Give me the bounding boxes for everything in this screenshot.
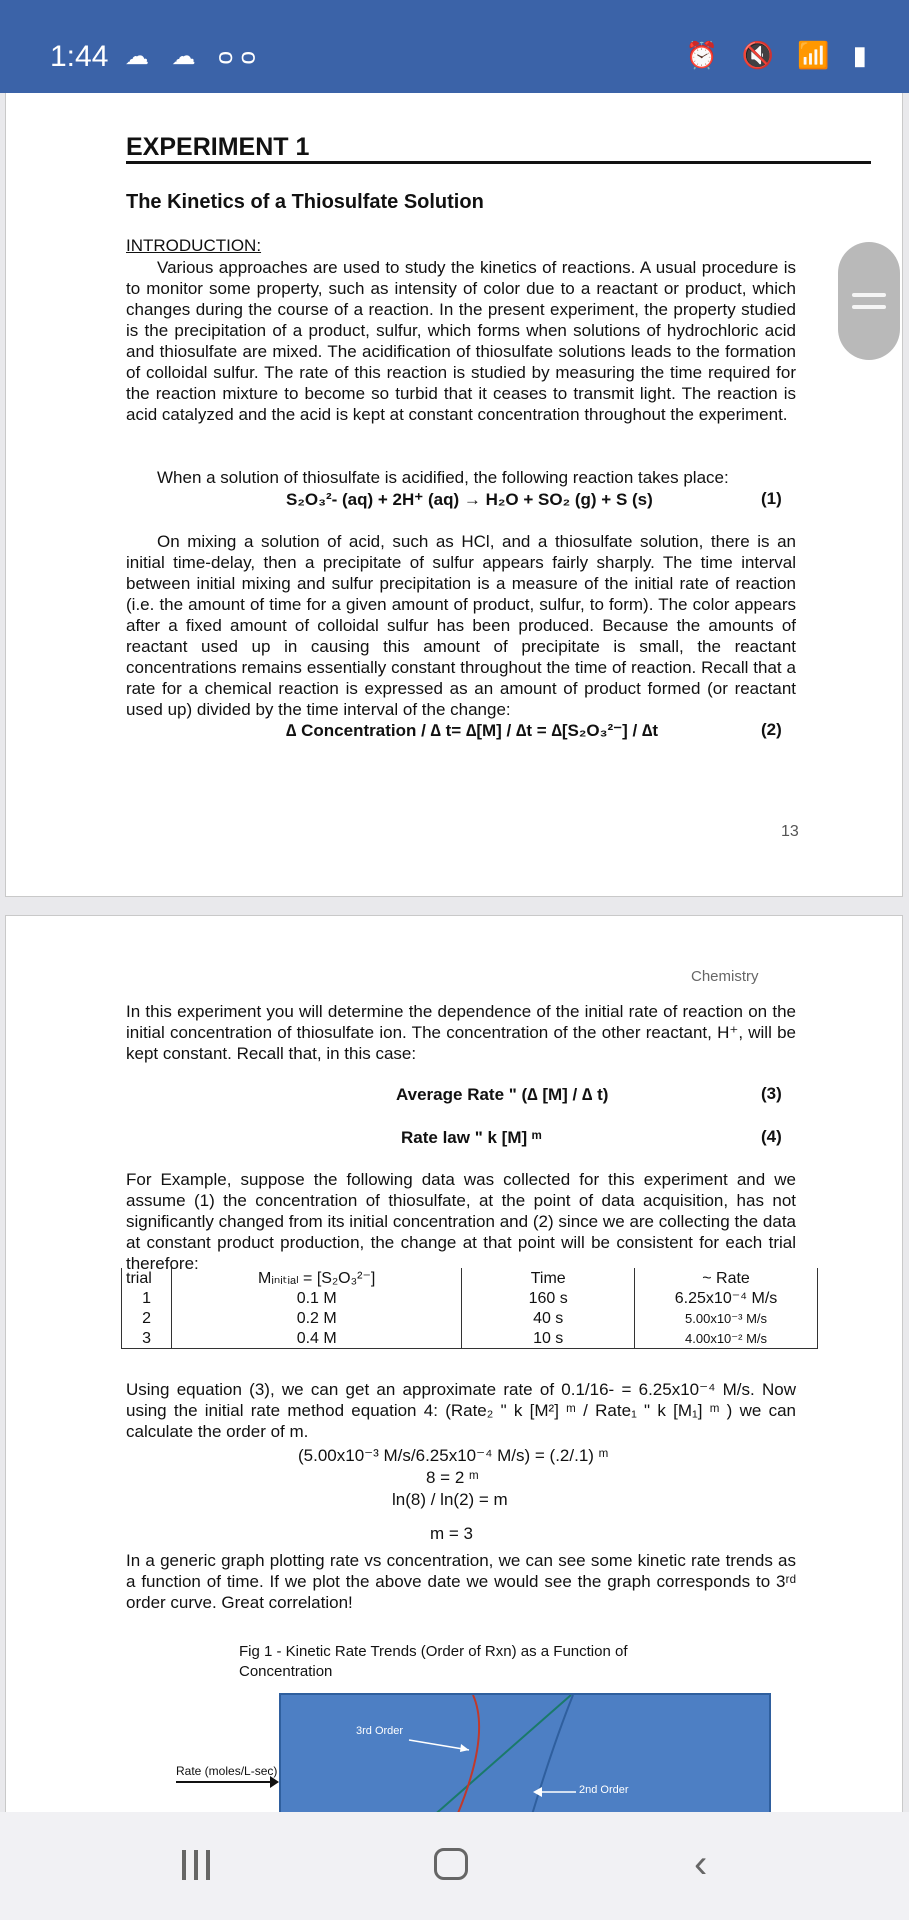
recent-apps-icon[interactable] <box>182 1850 218 1885</box>
document-page-1 <box>5 93 903 897</box>
equation-2: ∆ Concentration / ∆ t= ∆[M] / ∆t = ∆[S₂O₃²⁻] / ∆t <box>286 721 659 740</box>
table-header-row <box>122 1268 818 1288</box>
graph-paragraph: In a generic graph plotting rate vs concentration, we can see some kinetic rate trends as a function of time. If we plot the above date we would see the graph corresponds to 3ʳᵈ order curve. Great correlation! <box>126 1551 796 1612</box>
y-axis-label: Rate (moles/L-sec) <box>176 1764 278 1778</box>
back-icon[interactable]: ‹ <box>694 1842 708 1886</box>
table-cell: 5.00x10⁻³ M/s <box>635 1308 818 1328</box>
table-row <box>122 1308 818 1328</box>
table-cell: 1 <box>122 1288 172 1308</box>
third-order-label: 3rd Order <box>356 1725 404 1737</box>
scroll-handle[interactable] <box>838 242 900 360</box>
reaction-intro-text: When a solution of thiosulfate is acidified, the following reaction takes place: <box>157 468 729 487</box>
page2-intro-paragraph: In this experiment you will determine the dependence of the initial rate of reaction on the initial concentration of thiosulfate ion. The concentration of the other reactant, H⁺, will be kept constant. Recall that, in this case: <box>126 1002 796 1063</box>
table-header: ~ Rate <box>635 1268 818 1288</box>
equation-4-number: (4) <box>761 1127 782 1146</box>
mixing-paragraph: On mixing a solution of acid, such as HCl, and a thiosulfate solution, there is an initial time-delay, then a precipitate of sulfur appears fairly sharply. The time interval between initial mixing and sulfur precipitation is a measure of the initial rate of reaction (i.e. the amount of time for a given amount of product, sulfur, to form). The color appears after a fixed amount of colloidal sulfur has been produced. Because the amounts of reactant used up in causing this amount of precipitate is small, the reactant concentrations remains essentially constant throughout the time of reaction. Recall that a rate for a chemical reaction is expressed as an amount of product formed (or reactant used up) divided by the time interval of the change: <box>126 532 796 719</box>
introduction-heading: INTRODUCTION: <box>126 236 262 255</box>
introduction-paragraph: Various approaches are used to study the kinetics of reactions. A usual procedure is to monitor some property, such as intensity of color due to a reactant or product, which changes during the course of a reaction. In the present experiment, the property studied is the precipitation of a product, sulfur, which forms when solutions of hydrochloric acid and thiosulfate are mixed. The acidification of thiosulfate solutions leads to the formation of colloidal sulfur. The rate of this reaction is studied by measuring the time required for the reaction mixture to become so turbid that it ceases to transmit light. The reaction is acid catalyzed and the acid is kept at constant concentration throughout the experiment. <box>126 258 796 424</box>
arrow-right-icon <box>460 1744 469 1752</box>
table-header: trial <box>122 1268 172 1288</box>
notification-icons: ☁ ☁ ᴑᴑ <box>125 43 264 70</box>
table-cell: 10 s <box>462 1328 635 1349</box>
figure-caption: Fig 1 - Kinetic Rate Trends (Order of Rxn) as a Function of Concentration <box>239 1643 628 1680</box>
experiment-title: EXPERIMENT 1 <box>126 133 871 164</box>
calc-line-1: (5.00x10⁻³ M/s/6.25x10⁻⁴ M/s) = (.2/.1) ᵐ <box>298 1446 609 1465</box>
page-header: Chemistry <box>691 968 759 985</box>
table-row <box>122 1288 818 1308</box>
second-order-label: 2nd Order <box>579 1784 629 1796</box>
equation-1-number: (1) <box>761 489 782 508</box>
third-order-curve <box>456 1695 479 1816</box>
home-icon[interactable] <box>434 1848 468 1880</box>
equation-4: Rate law " k [M] ᵐ <box>401 1128 542 1147</box>
calc-line-2: 8 = 2 ᵐ <box>426 1468 479 1487</box>
equation-3-number: (3) <box>761 1084 782 1103</box>
status-bar <box>0 0 909 93</box>
example-paragraph: For Example, suppose the following data was collected for this experiment and we assume (1) the concentration of thiosulfate, at the point of data acquisition, has not significantly changed from its initial concentration and (2) since we are collecting the data at constant product production, the change at that point will be consistent for each trial therefore: <box>126 1170 796 1273</box>
calc-line-3: ln(8) / ln(2) = m <box>392 1490 508 1509</box>
table-cell: 3 <box>122 1328 172 1349</box>
calc-line-4: m = 3 <box>430 1524 473 1543</box>
equation-3: Average Rate " (∆ [M] / ∆ t) <box>396 1085 609 1104</box>
graph-curves <box>281 1695 771 1816</box>
calculation-paragraph: Using equation (3), we can get an approximate rate of 0.1/16- = 6.25x10⁻⁴ M/s. Now using the initial rate method equation 4: (Rate₂ " k [M²] ᵐ / Rate₁ " k [M₁] ᵐ ) we can calculate the order of m. <box>126 1380 796 1441</box>
clock: 1:44 <box>50 40 109 73</box>
equation-2-number: (2) <box>761 720 782 739</box>
document-page-2 <box>5 915 903 1815</box>
table-cell: 0.1 M <box>172 1288 462 1308</box>
table-header: Mᵢₙᵢₜᵢₐₗ = [S₂O₃²⁻] <box>172 1268 462 1288</box>
page-number: 13 <box>781 823 799 840</box>
second-order-curve <box>531 1695 573 1816</box>
arrow-right-icon <box>270 1776 279 1788</box>
kinetic-rate-graph <box>279 1693 771 1816</box>
table-cell: 40 s <box>462 1308 635 1328</box>
table-cell: 0.4 M <box>172 1328 462 1349</box>
data-table <box>121 1268 818 1349</box>
table-row <box>122 1328 818 1349</box>
table-cell: 2 <box>122 1308 172 1328</box>
status-icons: ⏰ 🔇 📶 ▮ <box>685 40 875 70</box>
table-header: Time <box>462 1268 635 1288</box>
experiment-subtitle: The Kinetics of a Thiosulfate Solution <box>126 191 484 213</box>
navigation-bar <box>0 1812 909 1920</box>
third-order-pointer <box>409 1740 469 1750</box>
table-cell: 6.25x10⁻⁴ M/s <box>635 1288 818 1308</box>
y-axis-arrow-line <box>176 1781 277 1783</box>
table-cell: 4.00x10⁻² M/s <box>635 1328 818 1349</box>
equation-1: S₂O₃²- (aq) + 2H⁺ (aq) → H₂O + SO₂ (g) + S (s) <box>286 490 653 509</box>
table-cell: 160 s <box>462 1288 635 1308</box>
table-cell: 0.2 M <box>172 1308 462 1328</box>
